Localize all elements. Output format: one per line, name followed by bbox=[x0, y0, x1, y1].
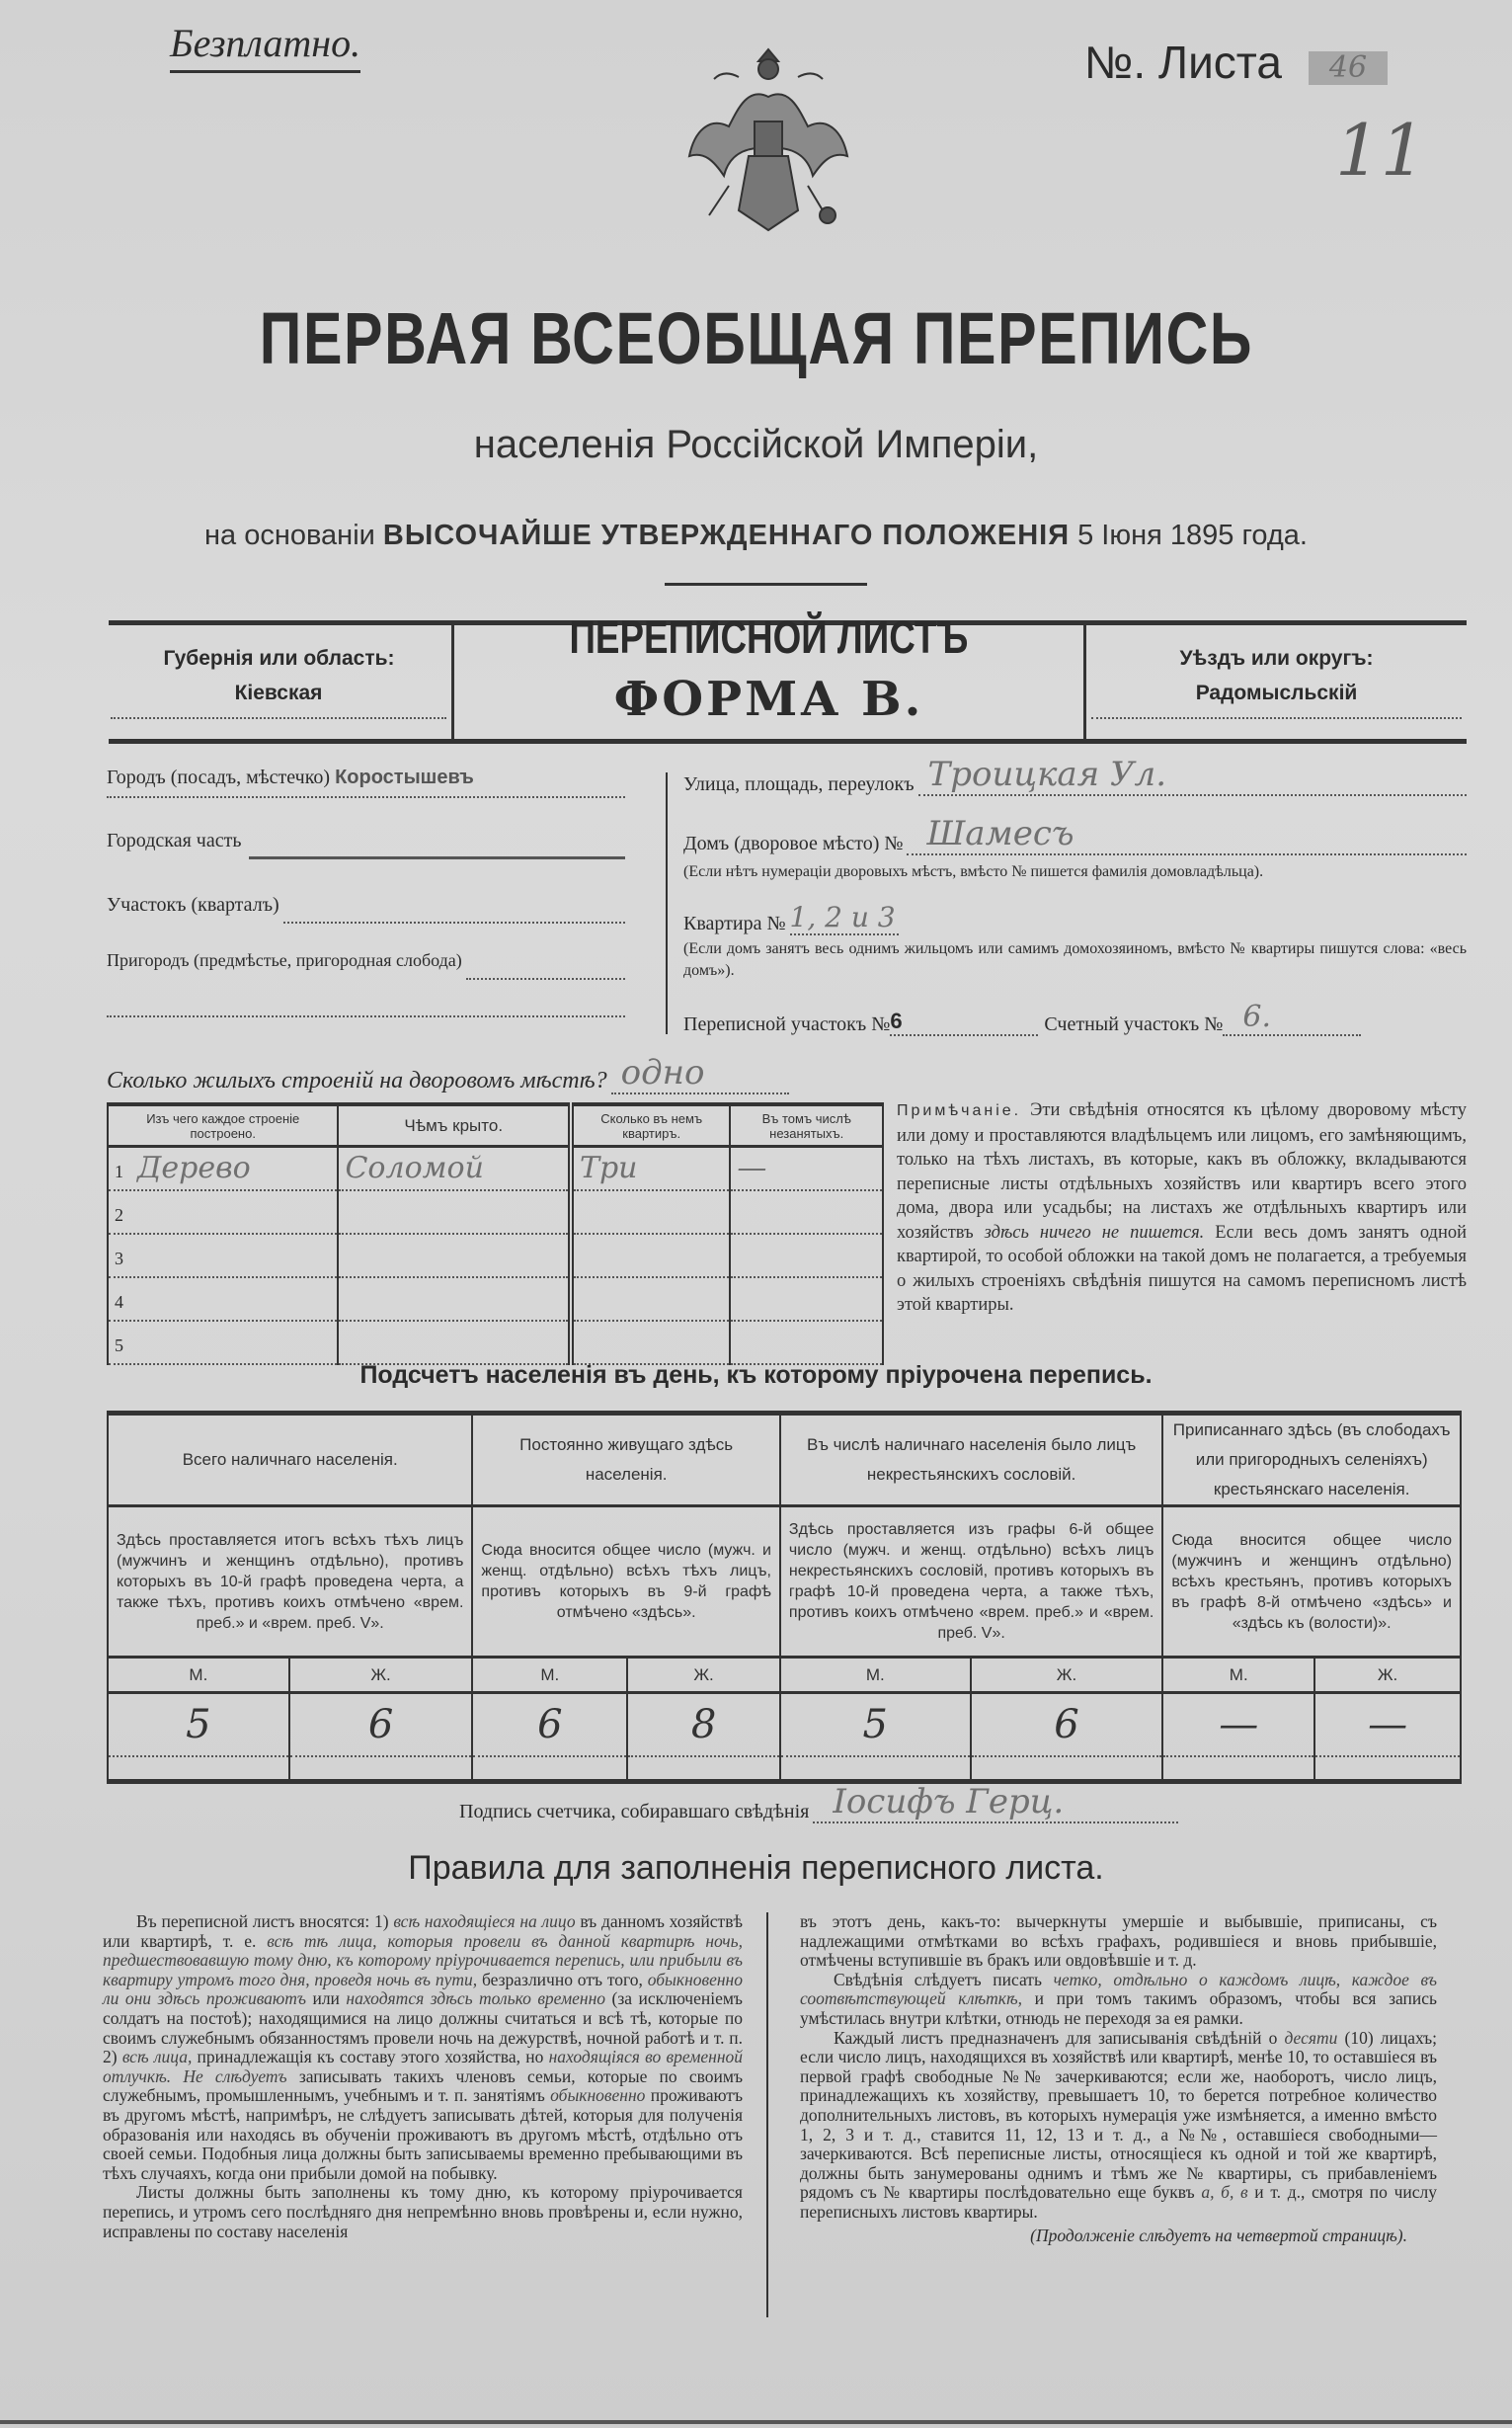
note-label: Примѣчаніе. bbox=[897, 1102, 1022, 1119]
enumerator-signature-field bbox=[459, 1782, 1178, 1823]
subtitle: населенія Россійской Имперіи, bbox=[473, 423, 1039, 466]
rules-text-italic: десяти bbox=[1284, 2027, 1338, 2048]
population-column-description: Здѣсь проставляется изъ графы 6-й общее число (мужч. и женщ. отдѣльно) всѣхъ лицъ некрестьянскихъ сословій, противъ которыхъ въ графѣ 10-й проведена черта, а также тѣхъ, противъ коихъ отмѣчено «врем. преб.» и «врем. преб. V». bbox=[780, 1506, 1162, 1658]
male-header: М. bbox=[472, 1658, 627, 1693]
free-of-charge-label: Безплатно. bbox=[170, 20, 360, 73]
column-header-apartments: Сколько въ немъ квартиръ. bbox=[571, 1104, 730, 1147]
blank-cell bbox=[472, 1756, 627, 1782]
sheet-number-value: 46 bbox=[1309, 51, 1388, 85]
apartments-cell[interactable] bbox=[571, 1321, 730, 1364]
rules-text: принадлежащія къ составу этого хозяйства, но bbox=[192, 2047, 549, 2067]
form-label: ФОРМА В. bbox=[613, 672, 924, 727]
signature-value: Іосифъ Герц. bbox=[813, 1782, 1178, 1823]
city-value: Коростышевъ bbox=[335, 767, 474, 788]
gubernia-label: Губернія или область: bbox=[163, 647, 395, 670]
rules-text-italic: находятся здѣсь только временно bbox=[346, 1988, 606, 2009]
vacant-cell[interactable]: — bbox=[730, 1147, 883, 1191]
blank-cell bbox=[289, 1756, 473, 1782]
roof-cell[interactable] bbox=[338, 1234, 570, 1277]
vacant-cell[interactable] bbox=[730, 1234, 883, 1277]
uezd-label: Уѣздъ или округъ: bbox=[1179, 647, 1374, 670]
rules-text-italic: всѣ лица, bbox=[121, 2047, 193, 2067]
divider bbox=[666, 772, 668, 1034]
rules-text-italic: находящіяся во временной отлучкѣ. Не слѣдуетъ bbox=[103, 2047, 743, 2086]
female-header: Ж. bbox=[627, 1658, 780, 1693]
buildings-answer[interactable]: одно bbox=[611, 1053, 789, 1094]
count-district-label: Счетный участокъ № bbox=[1044, 1013, 1224, 1035]
rules-text: Листы должны быть заполнены къ тому дню, къ которому пріурочивается перепись, и утромъ сего послѣдняго дня непремѣнно вновь провѣрены и, если нужно, исправлены по составу населенія bbox=[103, 2182, 743, 2241]
signature-label: Подпись счетчика, собиравшаго свѣдѣнія bbox=[459, 1801, 810, 1822]
blank-cell bbox=[1314, 1756, 1461, 1782]
buildings-table-header bbox=[108, 1104, 883, 1147]
rules-text: записывать такихъ членовъ семьи, которые по своимъ служебнымъ, промышленнымъ, учебнымъ и т. п. занятіямъ bbox=[103, 2065, 743, 2106]
city-field[interactable] bbox=[107, 767, 625, 798]
gubernia-value: Кіевская bbox=[111, 682, 446, 719]
female-count[interactable]: 8 bbox=[627, 1693, 780, 1757]
roof-cell[interactable] bbox=[338, 1190, 570, 1234]
buildings-question bbox=[107, 1053, 789, 1094]
house-label: Домъ (дворовое мѣсто) № bbox=[683, 833, 904, 854]
table-row bbox=[108, 1234, 883, 1277]
row-number: 3 bbox=[115, 1249, 123, 1268]
blank-cell bbox=[627, 1756, 780, 1782]
blank-cell bbox=[108, 1756, 289, 1782]
material-cell[interactable] bbox=[108, 1234, 338, 1277]
rules-text: (10) лицахъ; если число лицъ, находящихся въ хозяйствѣ или квартирѣ, менѣе 10, то оставшіеся въ первой графѣ свободные №№ зачеркиваются; если же, наоборотъ, число лицъ, принадлежащихъ къ хозяйству, превышаетъ 10, то берется потребное количество дополнительныхъ листовъ, въ которыхъ нумерація уже измѣняется, а именно вмѣсто 1, 2, 3 и т. д., ставится 11, 12, 13 и т. д., а №№, оставшіеся свободными—зачеркиваются. Всѣ переписные листы, относящіеся къ одной и той же квартирѣ, должны быть занумерованы однимъ и тѣмъ же № квартиры, съ прибавленіемъ рядомъ съ № квартиры послѣдовательно еще буквъ bbox=[800, 2027, 1437, 2203]
sheet-title bbox=[454, 610, 1083, 664]
city-label: Городъ (посадъ, мѣстечко) bbox=[107, 767, 331, 788]
archive-mark: 11 bbox=[1335, 109, 1426, 192]
row-number: 5 bbox=[115, 1335, 123, 1355]
rules-text: или bbox=[305, 1988, 347, 2009]
female-count[interactable]: 6 bbox=[971, 1693, 1163, 1757]
vacant-cell[interactable] bbox=[730, 1190, 883, 1234]
vacant-cell[interactable] bbox=[730, 1277, 883, 1321]
material-cell[interactable] bbox=[108, 1321, 338, 1364]
population-column-description: Сюда вносится общее число (мужч. и женщ. отдѣльно) всѣхъ тѣхъ лицъ, противъ которыхъ въ 9-й графѣ отмѣчено «здѣсь». bbox=[472, 1506, 780, 1658]
rules-text: въ этотъ день, какъ-то: вычеркнуты умершіе и выбывшіе, приписаны, съ надлежащими отмѣтками во всѣхъ графахъ, родившіеся и вновь прибывшіе, отмѣчены вступившіе въ бракъ или овдовѣвшіе и т. д. bbox=[800, 1911, 1437, 1971]
house-value: Шамесъ bbox=[907, 814, 1467, 855]
street-field[interactable] bbox=[683, 755, 1467, 796]
rules-paragraph bbox=[103, 1912, 743, 2183]
table-row bbox=[108, 1190, 883, 1234]
rules-right-column bbox=[800, 1912, 1437, 2245]
district-label: Городская часть bbox=[107, 830, 242, 851]
rules-text: въ данномъ хозяйствѣ или квартирѣ, т. е. bbox=[103, 1911, 743, 1951]
bottom-edge-rule bbox=[0, 2420, 1512, 2424]
apartment-label: Квартира № bbox=[683, 913, 786, 934]
material-cell[interactable] bbox=[108, 1190, 338, 1234]
population-column-title: Постоянно живущаго здѣсь населенія. bbox=[472, 1414, 780, 1506]
street-label: Улица, площадь, переулокъ bbox=[683, 773, 915, 795]
legal-basis-line bbox=[0, 520, 1512, 552]
note-block bbox=[897, 1098, 1467, 1318]
blank-cell bbox=[971, 1756, 1163, 1782]
roof-cell[interactable]: Соломой bbox=[338, 1147, 570, 1191]
precinct-field[interactable] bbox=[107, 894, 625, 924]
census-district-label: Переписной участокъ № bbox=[683, 1013, 891, 1035]
apartments-cell[interactable] bbox=[571, 1190, 730, 1234]
rules-text: Свѣдѣнія слѣдуетъ писать bbox=[834, 1969, 1054, 1989]
rules-text: и при томъ такимъ образомъ, чтобы вся запись умѣстилась внутри клѣтки, отнюдь не переходя за ея рамки. bbox=[800, 1988, 1438, 2028]
blank-cell bbox=[780, 1756, 971, 1782]
house-field[interactable] bbox=[683, 814, 1467, 855]
rules-text-italic: обыкновенно ли они здѣсь проживаютъ bbox=[103, 1969, 743, 2009]
district-field[interactable] bbox=[107, 830, 625, 859]
table-row bbox=[108, 1277, 883, 1321]
male-count[interactable]: 5 bbox=[108, 1693, 289, 1757]
female-count[interactable]: 6 bbox=[289, 1693, 473, 1757]
rules-text-italic: всѣ тѣ лица, которыя провели въ данной квартирѣ ночь, предшествовавшую тому дню, къ которому пріурочивается перепись, или прибыли въ квартиру утромъ того дня, проведя ночь въ пути, bbox=[103, 1930, 743, 1989]
divider bbox=[1083, 622, 1086, 741]
count-district-value[interactable]: 6. bbox=[1223, 1000, 1361, 1036]
male-header: М. bbox=[1162, 1658, 1314, 1693]
blank-cell bbox=[1162, 1756, 1314, 1782]
male-header: М. bbox=[780, 1658, 971, 1693]
buildings-table bbox=[107, 1102, 884, 1365]
legal-basis-prefix: на основаніи bbox=[204, 520, 375, 551]
material-cell[interactable] bbox=[108, 1147, 338, 1191]
precinct-label: Участокъ (кварталъ) bbox=[107, 894, 279, 916]
column-header-material: Изъ чего каждое строеніе построено. bbox=[108, 1104, 338, 1147]
rules-text: проживаютъ въ другомъ мѣстѣ, напримѣръ, не слѣдуетъ записывать дѣтей, которыя для полученія образованія или находясь въ обученіи проживаютъ въ другомъ мѣстѣ, отдѣльно отъ своей семьи. Подобныя лица должны быть записываемы временно пребывающими въ тѣхъ случаяхъ, когда они прибыли домой на побывку. bbox=[103, 2085, 743, 2183]
legal-basis-date: 5 Іюня 1895 года. bbox=[1077, 520, 1308, 551]
suburb-extra-line[interactable] bbox=[107, 1015, 625, 1017]
roof-cell[interactable] bbox=[338, 1277, 570, 1321]
material-cell[interactable] bbox=[108, 1277, 338, 1321]
rules-text-italic: всѣ находящіеся на лицо bbox=[393, 1911, 576, 1931]
rules-continuation: (Продолженіе слѣдуетъ на четвертой страницѣ). bbox=[1030, 2225, 1407, 2245]
sheet-title-text: ПЕРЕПИСНОЙ ЛИСТЪ bbox=[569, 611, 969, 663]
column-header-vacant: Въ томъ числѣ незанятыхъ. bbox=[730, 1104, 883, 1147]
row-number: 1 bbox=[115, 1162, 123, 1181]
divider bbox=[665, 583, 867, 586]
house-note: (Если нѣтъ нумераціи дворовыхъ мѣстъ, вмѣсто № пишется фамилія домовладѣльца). bbox=[683, 863, 1264, 880]
rules-paragraph bbox=[800, 1912, 1437, 1971]
rules-text: Каждый листъ предназначенъ для записыванія свѣдѣній о bbox=[834, 2027, 1285, 2048]
legal-basis-caps: ВЫСОЧАЙШЕ УТВЕРЖДЕННАГО ПОЛОЖЕНІЯ bbox=[382, 520, 1071, 551]
district-numbers-row bbox=[683, 1000, 1467, 1036]
apartment-field[interactable] bbox=[683, 901, 899, 935]
material-value: Дерево bbox=[137, 1151, 251, 1185]
vacant-cell[interactable] bbox=[730, 1321, 883, 1364]
male-header: М. bbox=[108, 1658, 289, 1693]
table-row bbox=[108, 1321, 883, 1364]
table-row bbox=[108, 1147, 883, 1191]
male-count[interactable]: 5 bbox=[780, 1693, 971, 1757]
rules-text: и т. д., смотря по числу переписныхъ листовъ квартиры. bbox=[800, 2182, 1437, 2222]
apartment-note: (Если домъ занятъ весь однимъ жильцомъ или самимъ домохозяиномъ, вмѣсто № квартиры пишутся слова: «весь домъ»). bbox=[683, 940, 1467, 979]
suburb-label: Пригородъ (предмѣстье, пригородная слобода) bbox=[107, 950, 462, 970]
male-count[interactable]: — bbox=[1162, 1693, 1314, 1757]
rules-left-column bbox=[103, 1912, 743, 2241]
main-title bbox=[0, 296, 1512, 380]
precinct-value-line[interactable] bbox=[283, 894, 625, 924]
population-column-title: Въ числѣ наличнаго населенія было лицъ некрестьянскихъ сословій. bbox=[780, 1414, 1162, 1506]
apartments-cell[interactable] bbox=[571, 1277, 730, 1321]
buildings-question-label: Сколько жилыхъ строеній на дворовомъ мѣстѣ? bbox=[107, 1068, 607, 1093]
imperial-eagle-emblem-icon bbox=[670, 38, 867, 235]
main-title-text: ПЕРВАЯ ВСЕОБЩАЯ ПЕРЕПИСЬ bbox=[259, 297, 1253, 379]
header-box-bottom-rule bbox=[109, 739, 1467, 744]
population-column-description: Здѣсь проставляется итогъ всѣхъ тѣхъ лицъ (мужчинъ и женщинъ отдѣльно), противъ которыхъ въ 10-й графѣ проведена черта, а также тѣхъ, противъ коихъ отмѣчено «врем. преб.» и «врем. преб. V». bbox=[108, 1506, 472, 1658]
rules-text-italic: а, б, в bbox=[1201, 2182, 1248, 2203]
population-column-title: Всего наличнаго населенія. bbox=[108, 1414, 472, 1506]
female-header: Ж. bbox=[289, 1658, 473, 1693]
census-district-value[interactable]: 6 bbox=[890, 1009, 1038, 1036]
divider bbox=[766, 1912, 768, 2317]
rules-text-italic: обыкновенно bbox=[550, 2085, 646, 2106]
rules-paragraph bbox=[800, 1971, 1437, 2029]
population-column-description: Сюда вносится общее число (мужчинъ и женщинъ отдѣльно) всѣхъ крестьянъ, противъ которыхъ въ графѣ 8-й отмѣчено «здѣсь» и «здѣсь къ (волости)». bbox=[1162, 1506, 1461, 1658]
rules-text: (за исключеніемъ солдатъ на постоѣ); находящимися на лицо должны считаться и всѣ тѣ, которые по своимъ служебнымъ обязанностямъ провели ночь на дежурствѣ, ночной работѣ и т. п. 2) bbox=[103, 1988, 743, 2067]
rules-title: Правила для заполненія переписного листа. bbox=[408, 1849, 1104, 1887]
note-text-end: Если весь домъ занятъ одной квартирой, то особой обложки на такой домъ не полагается, а требуемыя о жилыхъ строеніяхъ свѣдѣнія пишутся на самомъ переписномъ листѣ этой квартиры. bbox=[897, 1222, 1467, 1315]
rules-text-italic: четко, отдѣльно о каждомъ лицѣ, каждое въ соотвѣтствующей клѣткѣ, bbox=[800, 1969, 1437, 2009]
row-number: 2 bbox=[115, 1205, 123, 1225]
apartments-cell[interactable] bbox=[571, 1234, 730, 1277]
rules-text: Въ переписной листъ вносятся: 1) bbox=[136, 1911, 394, 1931]
rules-text: безразлично отъ того, bbox=[477, 1969, 648, 1989]
female-count[interactable]: — bbox=[1314, 1693, 1461, 1757]
sheet-number-label: №. Листа bbox=[1084, 37, 1282, 88]
street-value: Троицкая Ул. bbox=[918, 755, 1467, 796]
population-heading: Подсчетъ населенія въ день, къ которому пріурочена перепись. bbox=[359, 1361, 1153, 1389]
district-value-line[interactable] bbox=[249, 830, 625, 859]
apartment-value: 1, 2 и 3 bbox=[790, 901, 899, 935]
population-column-title: Приписаннаго здѣсь (въ слободахъ или пригородныхъ селеніяхъ) крестьянскаго населенія. bbox=[1162, 1414, 1461, 1506]
population-table bbox=[107, 1411, 1462, 1784]
male-count[interactable]: 6 bbox=[472, 1693, 627, 1757]
apartments-cell[interactable]: Три bbox=[571, 1147, 730, 1191]
suburb-value-line[interactable] bbox=[466, 950, 625, 980]
column-header-roof: Чѣмъ крыто. bbox=[338, 1104, 570, 1147]
uezd-value: Радомысльскій bbox=[1091, 682, 1462, 719]
note-text-italic: здѣсь ничего не пишется. bbox=[984, 1222, 1205, 1243]
row-number: 4 bbox=[115, 1292, 123, 1312]
rules-paragraph bbox=[103, 2183, 743, 2241]
female-header: Ж. bbox=[971, 1658, 1163, 1693]
suburb-field[interactable] bbox=[107, 950, 625, 980]
roof-cell[interactable] bbox=[338, 1321, 570, 1364]
rules-paragraph bbox=[800, 2029, 1437, 2223]
female-header: Ж. bbox=[1314, 1658, 1461, 1693]
note-text: Эти свѣдѣнія относятся къ цѣлому дворовому мѣсту или дому и проставляются владѣльцемъ или лицомъ, его замѣняющимъ, только на тѣхъ листахъ, въ которые, какъ въ обложку, вкладываются переписные листы отдѣльныхъ хозяйствъ или квартиръ всего этого дома, двора или усадьбы; на листахъ же отдѣльныхъ квартиръ или хозяйствъ bbox=[897, 1100, 1468, 1243]
